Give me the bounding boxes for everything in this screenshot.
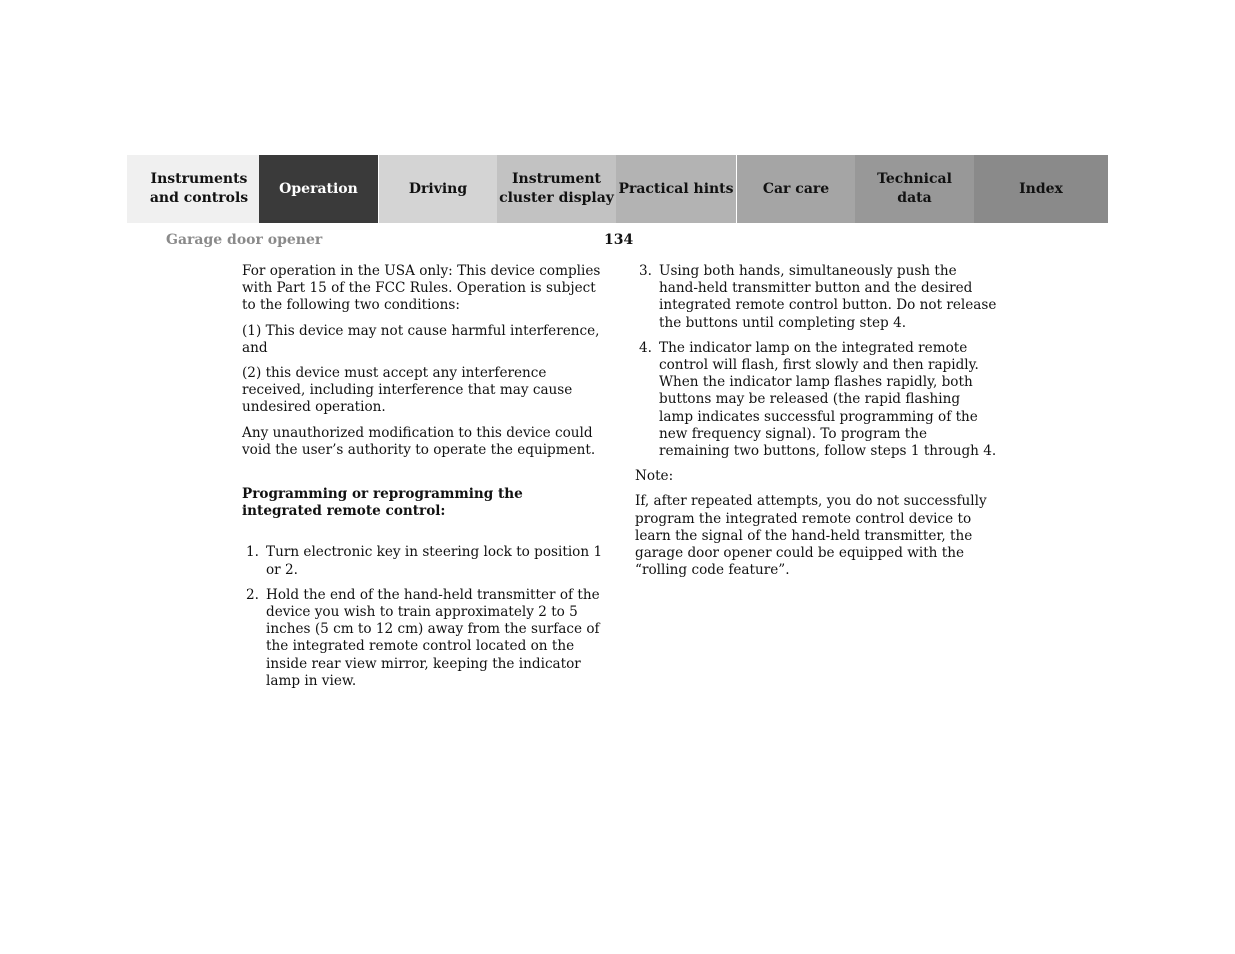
list-item [635, 263, 997, 332]
step-text: Using both hands, simultaneously push the hand-held transmitter button and the desired integrated remote control button. Do not release the buttons until completing step 4. [659, 263, 997, 331]
list-item [242, 544, 604, 578]
step-number: 2. [246, 586, 259, 603]
tab-practical-hints[interactable]: Practical hints [616, 155, 736, 223]
step-number: 4. [639, 339, 652, 356]
page-number: 134 [604, 232, 634, 248]
step-number: 3. [639, 263, 652, 279]
tab-car-care[interactable]: Car care [736, 155, 855, 223]
step-number: 1. [246, 544, 259, 561]
note-label: Note: [635, 468, 674, 485]
list-item [242, 587, 604, 690]
section-title: Garage door opener [166, 232, 323, 248]
tab-index[interactable]: Index [974, 155, 1108, 223]
paragraph-condition-2: (2) this device must accept any interference received, including interference that may cause undesired operation. [242, 365, 573, 416]
step-text: Hold the end of the hand-held transmitter of the device you wish to train approximately 2 to 5 inches (5 cm to 12 cm) away from the surface of the integrated remote control located on the inside rear view mirror, keeping the indicator lamp in view. [266, 586, 600, 689]
right-column [635, 263, 997, 587]
step-text: The indicator lamp on the integrated remote control will flash, first slowly and then rapidly. When the indicator lamp flashes rapidly, both buttons may be released (the rapid flashing lamp indicates successful programming of the new frequency signal). To program the remaining two buttons, follow steps 1 through 4. [659, 339, 997, 460]
paragraph-condition-1: (1) This device may not cause harmful interference, and [242, 322, 600, 356]
steps-list-left [242, 544, 604, 690]
left-column [242, 263, 604, 698]
programming-heading: Programming or reprogramming the integrated remote control: [242, 486, 523, 520]
tab-instruments-and-controls[interactable]: Instruments and controls [127, 155, 259, 223]
steps-list-right [635, 263, 997, 460]
step-text: Turn electronic key in steering lock to position 1 or 2. [266, 544, 603, 578]
tab-technical-data[interactable]: Technical data [855, 155, 974, 223]
tab-operation[interactable]: Operation [259, 155, 378, 223]
chapter-tab-bar [127, 155, 1108, 223]
list-item [635, 340, 997, 460]
tab-driving[interactable]: Driving [378, 155, 497, 223]
note-text: If, after repeated attempts, you do not successfully program the integrated remote control device to learn the signal of the hand-held transmitter, the garage door opener could be equipped with the “rolling code feature”. [635, 493, 987, 579]
paragraph-unauthorized-modification: Any unauthorized modification to this device could void the user’s authority to operate the equipment. [242, 424, 596, 458]
tab-instrument-cluster-display[interactable]: Instrument cluster display [497, 155, 616, 223]
paragraph-fcc-intro: For operation in the USA only: This device complies with Part 15 of the FCC Rules. Operation is subject to the following two conditions: [242, 263, 601, 314]
